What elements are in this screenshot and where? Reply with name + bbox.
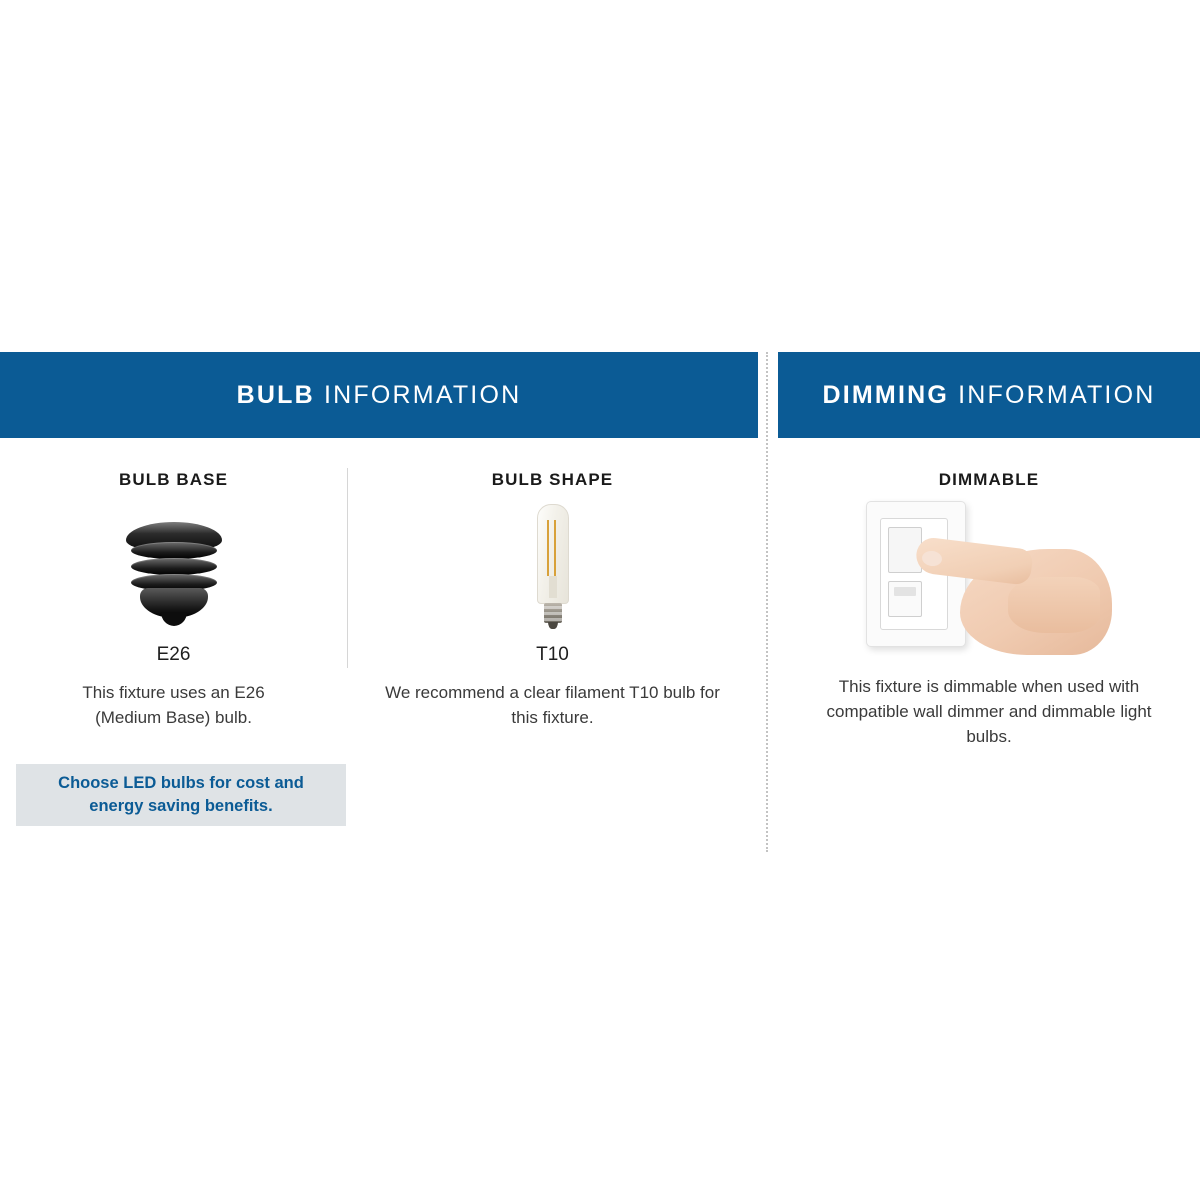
t10-stem — [549, 576, 557, 598]
e26-contact-tip — [161, 612, 187, 626]
led-tip-callout — [16, 764, 346, 826]
wall-dimmer-switch-icon — [864, 501, 1114, 666]
bulb-information-panel — [0, 352, 758, 815]
bulb-shape-subhead: BULB SHAPE — [491, 470, 614, 489]
bulb-shape-art — [347, 496, 758, 636]
dimming-information-header — [778, 352, 1200, 438]
bulb-base-column — [0, 438, 347, 730]
dimming-information-title — [823, 381, 1156, 410]
bulb-base-label: E26 — [156, 644, 191, 665]
dimmable-description: This fixture is dimmable when used with compatible wall dimmer and dimmable light bulbs. — [826, 677, 1152, 746]
bulb-information-columns — [0, 438, 758, 730]
dimming-information-panel — [778, 352, 1200, 749]
hand-icon — [916, 531, 1112, 661]
bulb-base-description: This fixture uses an E26 (Medium Base) bulb. — [82, 683, 265, 727]
bulb-base-art — [0, 496, 347, 636]
dimmable-subhead: DIMMABLE — [938, 470, 1040, 489]
dimming-information-title-bold: DIMMING — [822, 380, 949, 409]
dimming-information-title-light: INFORMATION — [949, 380, 1156, 409]
dimmable-column — [778, 438, 1200, 749]
hand-knuckle — [1008, 577, 1100, 633]
e26-bulb-base-icon — [114, 516, 234, 636]
t10-filament — [547, 520, 549, 576]
t10-bulb-shape-icon — [523, 504, 583, 636]
bulb-shape-description: We recommend a clear filament T10 bulb for this fixture. — [385, 683, 720, 727]
bulb-shape-column — [347, 438, 758, 730]
bulb-information-title-bold: BULB — [236, 380, 315, 409]
t10-screw-base — [544, 603, 562, 623]
t10-filament — [554, 520, 556, 576]
bulb-information-title — [237, 381, 522, 410]
bulb-information-header — [0, 352, 758, 438]
led-tip-text: Choose LED bulbs for cost and energy saving benefits. — [58, 774, 304, 815]
e26-thread — [131, 542, 217, 559]
panel-separator — [766, 352, 768, 852]
e26-thread — [131, 558, 217, 575]
bulb-shape-label: T10 — [536, 644, 569, 665]
bulb-information-title-light: INFORMATION — [314, 380, 522, 409]
t10-contact-tip — [548, 622, 558, 629]
dimmable-art — [778, 496, 1200, 666]
bulb-base-subhead: BULB BASE — [118, 470, 229, 489]
bulb-and-dimming-info-board — [0, 352, 1200, 852]
